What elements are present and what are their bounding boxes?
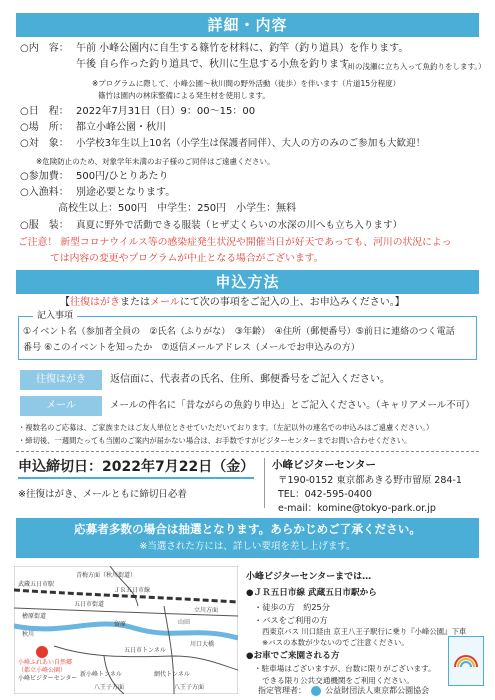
- fee-label: ○参加費：: [20, 171, 69, 182]
- park-marker: [36, 646, 48, 658]
- access-title: 小峰ビジターセンターまでは…: [246, 572, 372, 582]
- content-note2: 篠竹は園内の林床整備による発生材を使用します。: [98, 91, 270, 100]
- intro-post: にて次の事項をご記入の上、お申込みください。】: [179, 297, 405, 308]
- map-label-yamada: 山田: [178, 619, 191, 626]
- content-line1: 午前 小峰公園内に自生する篠竹を材料に、釣竿（釣り道具）を作ります。: [76, 43, 409, 54]
- intro-mid: または: [120, 297, 150, 308]
- place-label: ○場 所：: [20, 122, 69, 133]
- access-train-title: ●ＪＲ五日市線 武蔵五日市駅から: [246, 588, 377, 598]
- items-line1: ①イベント名（参加者全員の ②氏名（ふりがな） ③年齢） ④住所（郵便番号）⑤前日に連絡のつく電話: [23, 327, 455, 337]
- access-car-detail1: ・駐車場はございますが、台数に限りがございます。: [254, 664, 436, 673]
- items-title: 記入事項: [33, 309, 77, 323]
- map-label-hachioji1: 八王子方面: [94, 684, 125, 691]
- map-label-hachioji2: 網代トンネル: [154, 671, 190, 678]
- clothing-value: 真夏に野外で活動できる服装（ヒザ丈くらいの水深の川へも立ち入ります）: [76, 220, 403, 231]
- access-car-title: ●お車でご来園される方: [246, 651, 340, 661]
- map-label-line: ＪＲ五日市線: [114, 587, 151, 594]
- lottery-banner: [16, 518, 479, 558]
- items-box: [18, 311, 477, 360]
- vc-name: 小峰ビジターセンター: [272, 459, 376, 471]
- postcard-tag: 往復はがき: [20, 370, 102, 390]
- details-header: 詳細・内容: [16, 13, 479, 37]
- date-value: 2022年7月31日（日）9：00～15：00: [76, 106, 256, 117]
- caution-line2: ては内容の変更やプログラムが中止となる場合がございます。: [50, 253, 324, 264]
- map-label-route: 留原: [114, 621, 127, 628]
- vc-email[interactable]: e-mail：komine@tokyo-park.or.jp: [278, 503, 436, 514]
- divider: [16, 451, 479, 453]
- application-header: 申込方法: [16, 270, 479, 294]
- clothing-label: ○服 装：: [20, 220, 69, 231]
- intro-mail: メール: [150, 297, 180, 308]
- access-map: [14, 566, 238, 694]
- place-value: 都立小峰公園・秋川: [76, 122, 166, 133]
- footer: [258, 684, 429, 698]
- deadline-note: ※往復はがき、メールともに締切日必着: [18, 489, 187, 500]
- access-bus-note: ※バスの本数が少ないのでご注意ください。: [262, 638, 409, 647]
- target-label: ○対 象：: [20, 138, 69, 149]
- map-label-ome: 青梅方面（秋川街道）: [76, 572, 137, 579]
- deadline: 申込締切日：2022年7月22日（金）: [18, 457, 254, 479]
- date-label: ○日 程：: [20, 106, 69, 117]
- caution-line1: ご注意！ 新型コロナウイルス等の感染症発生状況や開催当日が好天であっても、河川の状況によっ: [18, 237, 452, 248]
- footer-org: 公益財団法人東京都公園協会: [325, 686, 430, 695]
- vc-tel: TEL：042-595-0400: [278, 489, 372, 500]
- map-label-taiko: 川口大橋: [190, 641, 215, 648]
- target-note: ※危険防止のため、対象学年未満のお子様のご同伴はご遠慮ください。: [36, 157, 275, 166]
- map-label-park: 小峰ふれあい自然郷: [18, 659, 73, 666]
- rainbow-icon: [449, 637, 483, 685]
- access-bus-detail: 西東京バス 川口経由 京王八王子駅行に乗り『小峰公園』下車: [262, 627, 467, 636]
- map-label-vc: 小峰ビジターセンター: [18, 675, 78, 682]
- map-label-new-tunnel: 新小峰トンネル: [80, 671, 122, 678]
- content-line2-note: （川の浅瀬に立ち入って魚釣りをします。）: [340, 62, 486, 71]
- map-label-hachioji3: 八王子方面: [174, 684, 205, 691]
- application-note2: ・締切後、一週間たっても当園のご案内が届かない場合は、お手数ですがビジターセンターまでお問い合わせください。: [18, 436, 412, 445]
- vertical-divider: [264, 458, 265, 508]
- content-note1: ※プログラムに際して、小峰公園～秋川間の野外活動（徒歩）を伴います（片道15分程度）: [92, 79, 401, 88]
- map-label-river: 秋川: [22, 631, 35, 638]
- org-logo-icon: [311, 686, 321, 696]
- map-label-itsukaichi: 五日市街道: [74, 601, 105, 608]
- content-line2: 午後 自ら作った釣り道具で、秋川に生息する小魚を釣ります。: [76, 59, 359, 70]
- items-line2: 番号 ⑥このイベントを知ったか ⑦返信メールアドレス（メールでお申込みの方）: [23, 343, 360, 353]
- admission-label: ○入漁料：: [20, 187, 69, 198]
- lottery-line1: 応募者多数の場合は抽選となります。あらかじめご了承ください。: [74, 522, 421, 536]
- mail-text: メールの件名に「昔ながらの魚釣り申込」とご記入ください。（キャリアメール不可）: [110, 400, 475, 411]
- intro-postcard: 往復はがき: [70, 297, 120, 308]
- map-label-tunnel: 五日市トンネル: [124, 647, 166, 654]
- vc-address: 〒190-0152 東京都あきる野市留原 284-1: [278, 475, 462, 486]
- access-bus: ・バスをご利用の方: [254, 615, 328, 625]
- content-label: ○内 容：: [20, 43, 69, 54]
- map-label-station: 武蔵五日市駅: [18, 581, 55, 588]
- target-value: 小学校3年生以上10名（小学生は保護者同伴）、大人の方のみのご参加も大歓迎！: [76, 138, 426, 149]
- lottery-line2: ※当選された方には、詳しい要項を差し上げます。: [139, 541, 356, 552]
- application-intro: [60, 296, 405, 310]
- application-note1: ・複数名のご応募は、ご家族またはご友人単位とさせていただいております。（左記以外の連名での申込みはご遠慮ください。）: [18, 423, 434, 432]
- mail-tag: メール: [20, 396, 102, 416]
- access-walk: ・徒歩の方 約25分: [254, 602, 330, 612]
- safety-badge-icon: [448, 636, 484, 686]
- admission-value2: 高校生以上：500円 中学生：250円 小学生：無料: [58, 203, 297, 214]
- intro-pre: 【: [60, 297, 70, 308]
- footer-manager: 指定管理者：: [258, 686, 306, 695]
- fee-value: 500円/ひとりあたり: [76, 171, 169, 182]
- map-label-tachikawa: 立川方面: [194, 607, 219, 614]
- access-car-detail2: できる限り公共交通機関をご利用ください。: [262, 676, 414, 685]
- map-label-busstop: 檜原街道: [22, 613, 47, 620]
- postcard-text: 返信面に、代表者の氏名、住所、郵便番号をご記入ください。: [110, 374, 390, 385]
- admission-value1: 別途必要となります。: [76, 187, 176, 198]
- map-label-park-sub: （都立小峰公園）: [18, 667, 67, 674]
